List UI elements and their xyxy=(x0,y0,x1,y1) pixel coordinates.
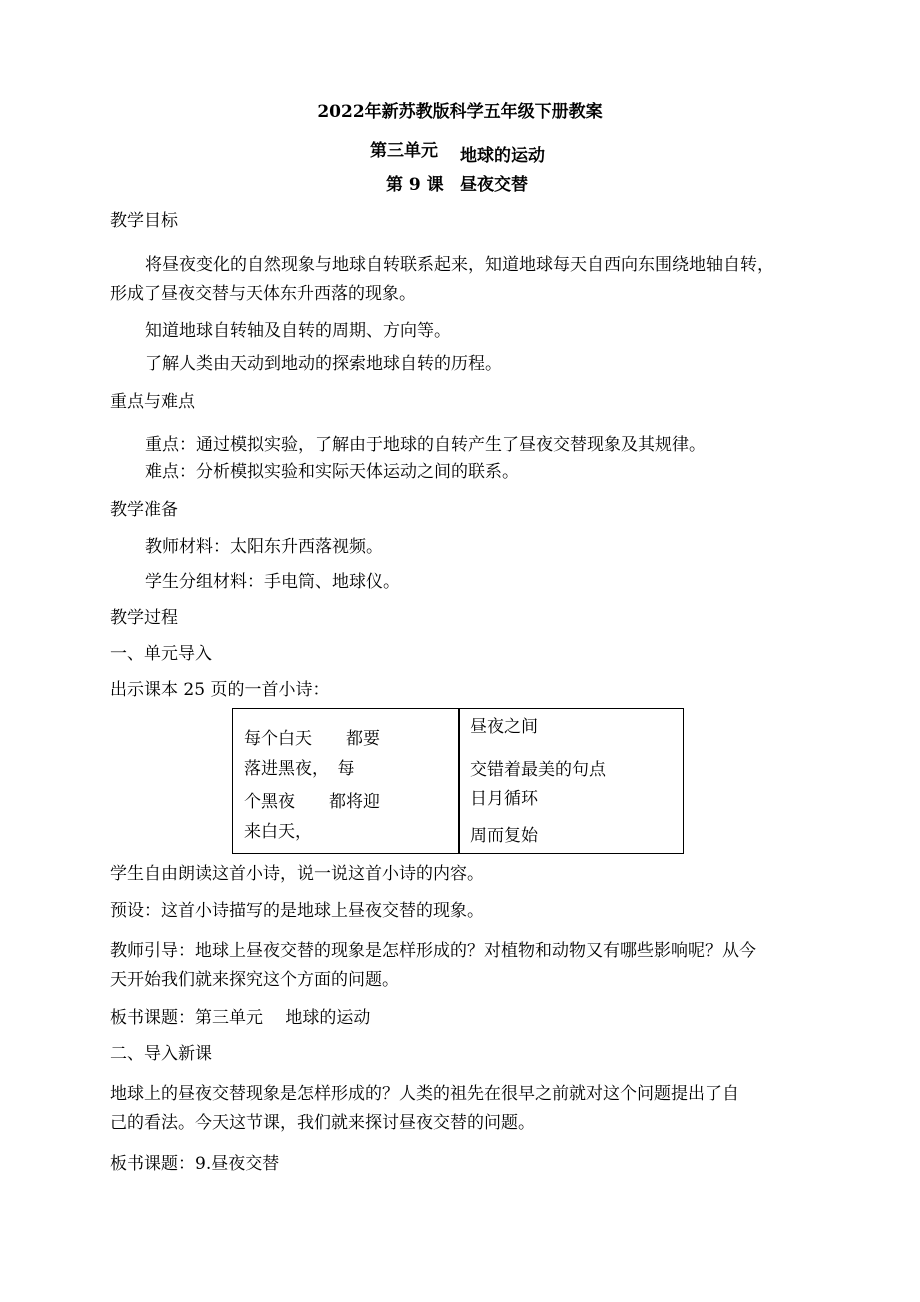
poem-left-line-1: 每个白天 都要 xyxy=(244,729,380,749)
poem-right-line-3: 日月循环 xyxy=(470,789,538,809)
teacher-guide-line-2: 天开始我们就来探究这个方面的问题。 xyxy=(110,970,399,990)
poem-left-line-2: 落进黑夜， 每 xyxy=(244,759,355,779)
document-title: 2022年新苏教版科学五年级下册教案 xyxy=(317,102,603,122)
student-materials: 学生分组材料：手电筒、地球仪。 xyxy=(145,572,400,592)
poem-table xyxy=(232,708,684,854)
key-point: 重点：通过模拟实验，了解由于地球的自转产生了昼夜交替现象及其规律。 xyxy=(145,435,706,455)
unit-label: 第三单元 xyxy=(370,141,438,161)
preset-text: 预设：这首小诗描写的是地球上昼夜交替的现象。 xyxy=(110,901,484,921)
objectives-heading: 教学目标 xyxy=(110,211,178,231)
show-poem-text: 出示课本 25 页的一首小诗： xyxy=(110,680,330,700)
process-heading: 教学过程 xyxy=(110,608,178,628)
preparation-heading: 教学准备 xyxy=(110,500,178,520)
unit-name: 地球的运动 xyxy=(460,146,545,166)
poem-right-line-4: 周而复始 xyxy=(470,826,538,846)
key-points-heading: 重点与难点 xyxy=(110,392,195,412)
board-title-2: 板书课题：9.昼夜交替 xyxy=(110,1154,280,1174)
section-1-heading: 一、单元导入 xyxy=(110,644,212,664)
section-2-heading: 二、导入新课 xyxy=(110,1044,212,1064)
read-aloud-text: 学生自由朗读这首小诗，说一说这首小诗的内容。 xyxy=(110,864,484,884)
board-title-1: 板书课题：第三单元 地球的运动 xyxy=(110,1008,371,1028)
objective-1-line-2: 形成了昼夜交替与天体东升西落的现象。 xyxy=(110,284,416,304)
intro-line-2: 己的看法。今天这节课，我们就来探讨昼夜交替的问题。 xyxy=(110,1113,535,1133)
objective-2: 知道地球自转轴及自转的周期、方向等。 xyxy=(145,321,451,341)
lesson-name: 昼夜交替 xyxy=(460,175,528,195)
poem-table-divider xyxy=(458,709,460,853)
poem-left-line-3: 个黑夜 都将迎 xyxy=(244,792,380,812)
teacher-guide-line-1: 教师引导：地球上昼夜交替的现象是怎样形成的？对植物和动物又有哪些影响呢？从今 xyxy=(110,941,756,961)
poem-right-line-1: 昼夜之间 xyxy=(470,717,538,737)
poem-left-line-4: 来白天， xyxy=(244,822,312,842)
intro-line-1: 地球上的昼夜交替现象是怎样形成的？人类的祖先在很早之前就对这个问题提出了自 xyxy=(110,1084,739,1104)
lesson-label: 第 9 课 xyxy=(386,175,444,195)
teacher-materials: 教师材料：太阳东升西落视频。 xyxy=(145,537,383,557)
difficult-point: 难点：分析模拟实验和实际天体运动之间的联系。 xyxy=(145,462,519,482)
objective-3: 了解人类由天动到地动的探索地球自转的历程。 xyxy=(145,354,502,374)
objective-1-line-1: 将昼夜变化的自然现象与地球自转联系起来，知道地球每天自西向东围绕地轴自转， xyxy=(145,255,774,275)
poem-right-line-2: 交错着最美的句点 xyxy=(470,760,606,780)
